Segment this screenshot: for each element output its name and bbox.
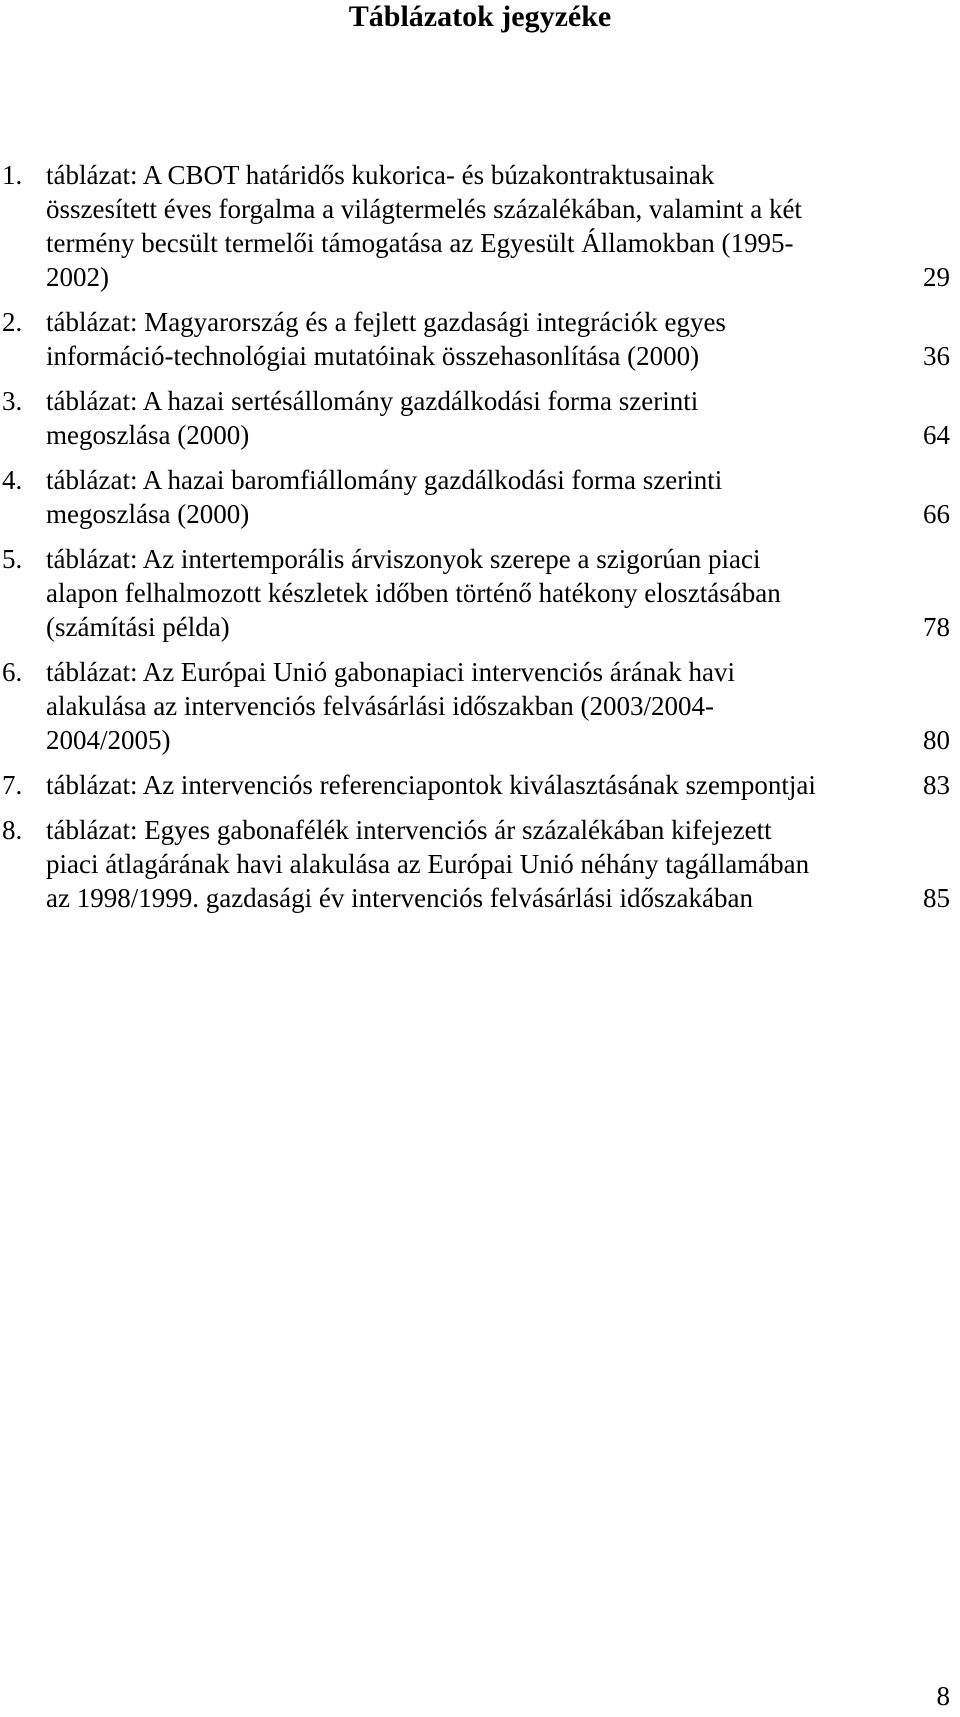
entry-page-number: 80	[923, 725, 950, 755]
entry-text: táblázat: Az intertemporális árviszonyok szerepe a szigorúan piaci alapon felhalmozott készletek időben történő hatékony elosztásában (számítási példa)	[46, 544, 781, 642]
toc-entry-7[interactable]	[0, 768, 960, 802]
page-title: Táblázatok jegyzéke	[348, 0, 612, 33]
entry-number: 8.	[2, 815, 23, 845]
toc-entry-2[interactable]	[0, 305, 960, 373]
toc-entry-4[interactable]	[0, 463, 960, 531]
entry-number: 1.	[2, 160, 23, 190]
toc-entry-5[interactable]	[0, 542, 960, 644]
table-of-contents-list	[0, 158, 960, 926]
entry-text: táblázat: Az intervenciós referenciapontok kiválasztásának szempontjai	[46, 770, 816, 800]
entry-number: 4.	[2, 465, 23, 495]
entry-number: 7.	[2, 770, 23, 800]
entry-page-number: 64	[923, 420, 950, 450]
entry-text: táblázat: A CBOT határidős kukorica- és búzakontraktusainak összesített éves forgalma a világtermelés százalékában, valamint a két termény becsült termelői támogatása az Egyesült Államokban (1995-2002)	[46, 160, 802, 292]
entry-page-number: 78	[923, 612, 950, 642]
entry-number: 6.	[2, 657, 23, 687]
entry-number: 2.	[2, 307, 23, 337]
entry-text: táblázat: A hazai baromfiállomány gazdálkodási forma szerinti megoszlása (2000)	[46, 465, 723, 529]
entry-number: 3.	[2, 386, 23, 416]
entry-text: táblázat: Egyes gabonafélék intervenciós ár százalékában kifejezett piaci átlagárának havi alakulása az Európai Unió néhány tagállamában az 1998/1999. gazdasági év intervenciós felvásárlási időszakában	[46, 815, 810, 913]
toc-entry-8[interactable]	[0, 813, 960, 915]
toc-entry-6[interactable]	[0, 655, 960, 757]
entry-text: táblázat: Az Európai Unió gabonapiaci intervenciós árának havi alakulása az intervenciós felvásárlási időszakban (2003/2004-2004/2005)	[46, 657, 735, 755]
page-footer-number: 8	[936, 1681, 950, 1711]
entry-text: táblázat: A hazai sertésállomány gazdálkodási forma szerinti megoszlása (2000)	[46, 386, 699, 450]
entry-page-number: 36	[923, 341, 950, 371]
entry-page-number: 29	[923, 262, 950, 292]
entry-page-number: 83	[923, 770, 950, 800]
entry-page-number: 66	[923, 499, 950, 529]
entry-text: táblázat: Magyarország és a fejlett gazdasági integrációk egyes információ-technológiai mutatóinak összehasonlítása (2000)	[46, 307, 726, 371]
toc-entry-3[interactable]	[0, 384, 960, 452]
entry-number: 5.	[2, 544, 23, 574]
entry-page-number: 85	[923, 883, 950, 913]
toc-entry-1[interactable]	[0, 158, 960, 294]
